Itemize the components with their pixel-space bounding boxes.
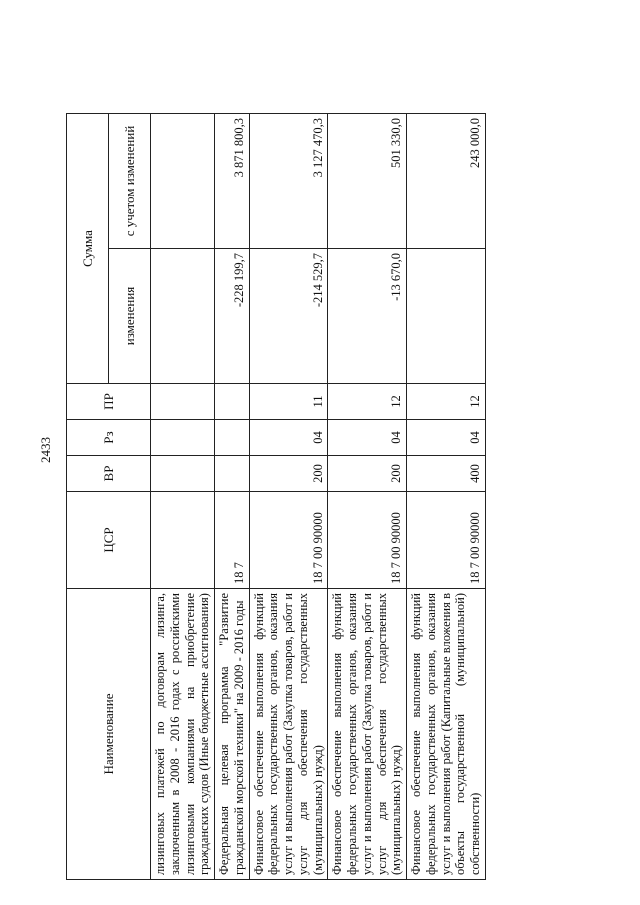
cell-rz: 04 bbox=[249, 420, 328, 456]
cell-pr: 12 bbox=[328, 384, 407, 420]
table-row bbox=[328, 114, 407, 880]
cell-change bbox=[151, 249, 215, 384]
table-row bbox=[249, 114, 328, 880]
cell-csr: 18 7 00 90000 bbox=[407, 492, 486, 589]
cell-pr bbox=[215, 384, 250, 420]
cell-csr: 18 7 00 90000 bbox=[328, 492, 407, 589]
cell-vr: 200 bbox=[249, 456, 328, 492]
cell-csr: 18 7 00 90000 bbox=[249, 492, 328, 589]
cell-rz: 04 bbox=[328, 420, 407, 456]
cell-total: 243 000,0 bbox=[407, 114, 486, 249]
cell-total: 501 330,0 bbox=[328, 114, 407, 249]
header-vr: ВР bbox=[67, 456, 151, 492]
cell-rz bbox=[151, 420, 215, 456]
cell-name: лизинговых платежей по договорам лизинга, заключенным в 2008 - 2016 годах с российскими лизинговыми компаниями на приобретение гражданских судов (Иные бюджетные ассигнования) bbox=[151, 589, 215, 880]
header-pr: ПР bbox=[67, 384, 151, 420]
table-row bbox=[407, 114, 486, 880]
cell-name: Федеральная целевая программа "Развитие гражданской морской техники" на 2009 - 2016 годы bbox=[215, 589, 250, 880]
table-body bbox=[151, 114, 486, 880]
cell-pr: 11 bbox=[249, 384, 328, 420]
cell-change bbox=[407, 249, 486, 384]
cell-name: Финансовое обеспечение выполнения функций федеральных государственных органов, оказания услуг и выполнения работ (Закупка товаров, работ и услуг для обеспечения государственных (муниципальных) нужд) bbox=[328, 589, 407, 880]
cell-total: 3 871 800,3 bbox=[215, 114, 250, 249]
header-name: Наименование bbox=[67, 589, 151, 880]
header-changes: изменения bbox=[109, 249, 151, 384]
header-csr: ЦСР bbox=[67, 492, 151, 589]
budget-table bbox=[66, 113, 486, 880]
cell-total bbox=[151, 114, 215, 249]
header-sum: Сумма bbox=[67, 114, 109, 384]
cell-csr: 18 7 bbox=[215, 492, 250, 589]
cell-vr: 400 bbox=[407, 456, 486, 492]
header-rz: Рз bbox=[67, 420, 151, 456]
table-row bbox=[215, 114, 250, 880]
cell-change: -214 529,7 bbox=[249, 249, 328, 384]
cell-rz bbox=[215, 420, 250, 456]
cell-rz: 04 bbox=[407, 420, 486, 456]
page-number: 2433 bbox=[38, 437, 53, 463]
cell-csr bbox=[151, 492, 215, 589]
cell-vr bbox=[151, 456, 215, 492]
cell-pr bbox=[151, 384, 215, 420]
cell-name: Финансовое обеспечение выполнения функций федеральных государственных органов, оказания услуг и выполнения работ (Закупка товаров, работ и услуг для обеспечения государственных (муниципальных) нужд) bbox=[249, 589, 328, 880]
cell-vr: 200 bbox=[328, 456, 407, 492]
cell-vr bbox=[215, 456, 250, 492]
header-with-changes: с учетом изменений bbox=[109, 114, 151, 249]
cell-name: Финансовое обеспечение выполнения функций федеральных государственных органов, оказания услуг и выполнения работ (Капитальные вложения в объекты государственной (муниципальной) собственности) bbox=[407, 589, 486, 880]
cell-total: 3 127 470,3 bbox=[249, 114, 328, 249]
cell-change: -13 670,0 bbox=[328, 249, 407, 384]
table-header bbox=[67, 114, 151, 880]
table-row bbox=[151, 114, 215, 880]
cell-change: -228 199,7 bbox=[215, 249, 250, 384]
cell-pr: 12 bbox=[407, 384, 486, 420]
